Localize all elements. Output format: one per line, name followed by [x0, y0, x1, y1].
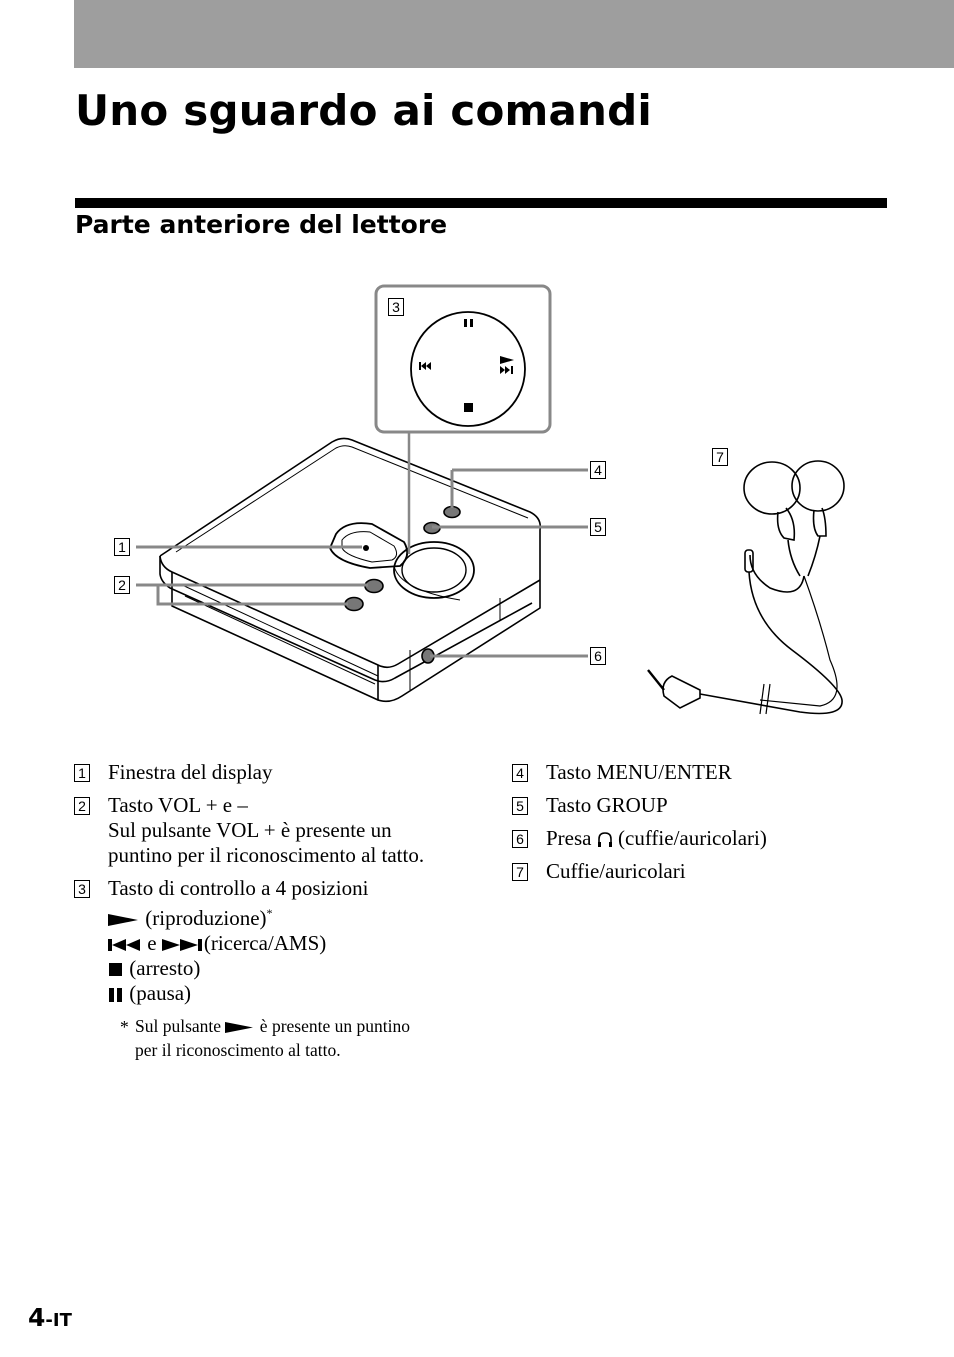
callout-4: 4	[590, 461, 606, 479]
play-icon	[108, 913, 140, 927]
item-number: 2	[74, 797, 90, 815]
and-label: e	[147, 931, 157, 955]
item-text: Sul pulsante VOL + è presente un	[108, 818, 392, 842]
control-dial-ring	[394, 542, 474, 598]
list-item	[74, 760, 474, 785]
callout-3: 3	[388, 298, 404, 316]
item-number: 3	[74, 880, 90, 898]
item-number: 6	[512, 830, 528, 848]
callout-6: 6	[590, 647, 606, 665]
footnote	[120, 1014, 410, 1062]
item-title: Tasto di controllo a 4 posizioni	[108, 876, 369, 900]
page-number-value: 4	[28, 1303, 46, 1332]
callout-7: 7	[712, 448, 728, 466]
item-text: Tasto MENU/ENTER	[546, 760, 732, 784]
controls-list-right	[512, 760, 912, 892]
item-text: Presa	[546, 826, 592, 850]
page-number-suffix: -IT	[45, 1310, 72, 1331]
player-top-edge	[160, 438, 540, 556]
page-title: Uno sguardo ai comandi	[75, 86, 653, 135]
item-number: 1	[74, 764, 90, 782]
callout-2: 2	[114, 576, 130, 594]
footnote-mark: *	[266, 906, 273, 920]
stop-label: (arresto)	[129, 956, 201, 980]
headphones-icon	[597, 831, 613, 849]
list-item	[512, 760, 912, 785]
item-text: (cuffie/auricolari)	[618, 826, 767, 850]
headphone-plug	[663, 676, 700, 708]
search-label: (ricerca/AMS)	[203, 931, 327, 955]
list-item	[512, 826, 912, 851]
pause-label: (pausa)	[129, 981, 192, 1005]
section-title: Parte anteriore del lettore	[75, 210, 448, 239]
menu-enter-button	[444, 507, 460, 518]
list-item	[74, 876, 474, 1006]
footnote-line2: per il riconoscimento al tatto.	[135, 1040, 341, 1060]
footnote-text-after: è presente un puntino	[259, 1016, 410, 1036]
footnote-text-before: Sul pulsante	[135, 1016, 222, 1036]
item-text: Finestra del display	[108, 760, 273, 784]
pause-icon	[108, 987, 124, 1003]
prev-track-icon	[108, 938, 142, 952]
item-number: 7	[512, 863, 528, 881]
item-number: 4	[512, 764, 528, 782]
item-text: Tasto VOL + e –	[108, 793, 248, 817]
callout-1: 1	[114, 538, 130, 556]
page-number	[28, 1303, 72, 1332]
item-number: 5	[512, 797, 528, 815]
item-text: puntino per il riconoscimento al tatto.	[108, 843, 425, 867]
play-icon	[225, 1021, 255, 1034]
item-text: Cuffie/auricolari	[546, 859, 686, 883]
stop-icon	[108, 962, 124, 978]
footnote-marker: *	[120, 1017, 129, 1037]
play-label: (riproduzione)	[145, 906, 267, 930]
next-track-icon	[162, 938, 204, 952]
callout-5: 5	[590, 518, 606, 536]
list-item	[512, 793, 912, 818]
controls-list-left	[74, 760, 474, 1014]
item-text: Tasto GROUP	[546, 793, 668, 817]
list-item	[74, 793, 474, 868]
list-item	[512, 859, 912, 884]
